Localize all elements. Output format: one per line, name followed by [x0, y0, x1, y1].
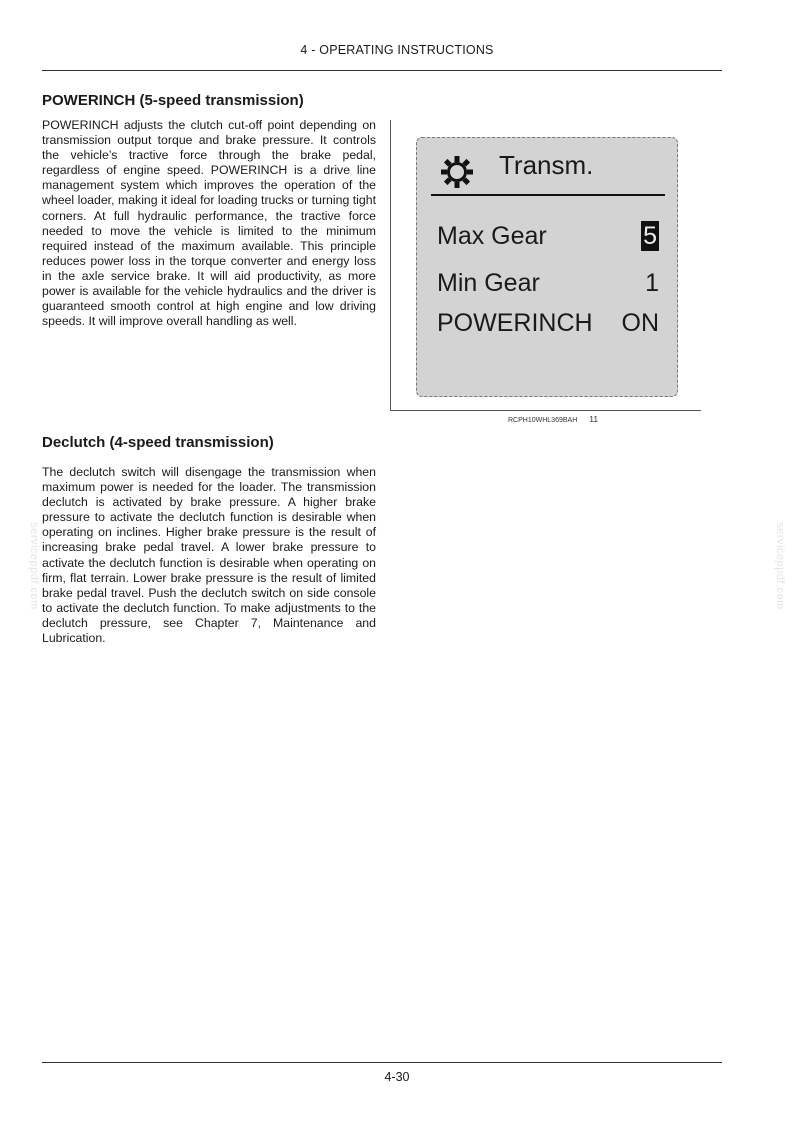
gear-icon — [439, 154, 475, 190]
figure-caption-number: 11 — [589, 414, 599, 424]
section-heading-powerinch: POWERINCH (5-speed transmission) — [42, 92, 304, 109]
watermark-left: serviceppdf.com — [27, 522, 40, 610]
section-heading-declutch: Declutch (4-speed transmission) — [42, 434, 274, 451]
header-rule — [42, 70, 722, 71]
section-body-declutch: The declutch switch will disengage the transmission when maximum power is needed for the loader. The transmission declutch is activated by brake pressure. A higher brake pressure to activate the declutch function is desirable when operating on inclines. Higher brake pressure is the result of increasing brake pedal travel. A lower brake pressure to activate the declutch function is desirable when operating on firm, flat terrain. Lower brake pressure is the result of limited brake pedal travel. Push the declutch switch on side console to activate the declutch function. To make adjustments to the declutch pressure, see Chapter 7, Maintenance and Lubrication. — [42, 465, 376, 646]
figure-caption-code: RCPH10WHL369BAH — [508, 417, 578, 424]
powerinch-value: ON — [621, 309, 659, 337]
powerinch-label: POWERINCH — [437, 309, 593, 337]
screen-divider — [431, 194, 665, 196]
display-screen — [416, 137, 678, 397]
footer-rule — [42, 1062, 722, 1063]
max-gear-value: 5 — [643, 222, 657, 250]
figure-caption — [508, 414, 598, 424]
page-number: 4-30 — [384, 1070, 410, 1084]
max-gear-label: Max Gear — [437, 222, 547, 250]
header-title: 4 - OPERATING INSTRUCTIONS — [300, 43, 494, 57]
screen-title: Transm. — [499, 150, 594, 180]
watermark-right: serviceppdf.com — [773, 522, 786, 610]
min-gear-label: Min Gear — [437, 269, 540, 297]
section-body-powerinch: POWERINCH adjusts the clutch cut-off point depending on transmission output torque and brake pressure. It controls the vehicle’s tractive force through the brake pedal, regardless of engine speed. POWERINCH is a drive line management system which improves the operation of the wheel loader, making it ideal for loading trucks or turning tight corners. At full hydraulic performance, the tractive force needed to move the vehicle is limited to the minimum required instead of the maximum available. This principle reduces power loss in the torque converter and energy loss in the axle service brake. It will aid productivity, as more power is available for the vehicle hydraulics and the driver is guaranteed smooth control at high engine and low driving speeds. It will improve overall handling as well. — [42, 118, 376, 329]
min-gear-value: 1 — [645, 269, 659, 297]
